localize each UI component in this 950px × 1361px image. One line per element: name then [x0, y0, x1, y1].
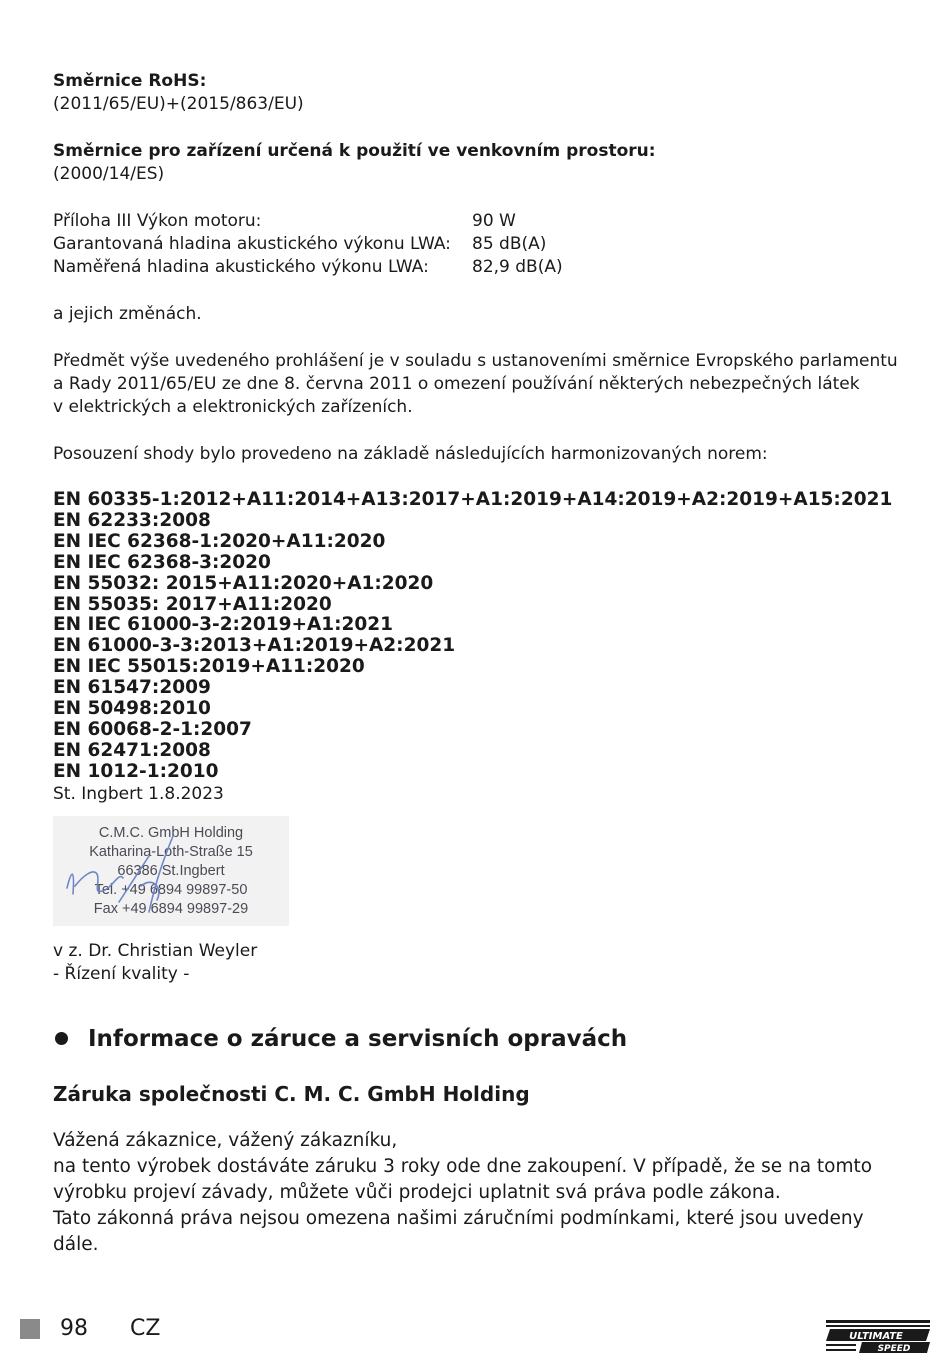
rohs-value: (2011/65/EU)+(2015/863/EU) [53, 94, 304, 114]
stamp-line: C.M.C. GmbH Holding [98, 824, 244, 841]
norm-item: EN 60068-2-1:2007 [53, 718, 252, 740]
rohs-title: Směrnice RoHS: [53, 71, 207, 91]
spec-label: Příloha III Výkon motoru: [53, 211, 262, 231]
place-date: St. Ingbert 1.8.2023 [53, 783, 224, 804]
document-page [53, 70, 913, 1258]
norm-item: EN 55035: 2017+A11:2020 [53, 593, 332, 615]
outdoor-title: Směrnice pro zařízení určená k použití ve venkovním prostoru: [53, 141, 656, 161]
outdoor-value: (2000/14/ES) [53, 164, 165, 184]
signatory-name: v z. Dr. Christian Weyler [53, 940, 258, 961]
warranty-line: na tento výrobek dostáváte záruku 3 roky ode dne zakoupení. V případě, že se na tomto [53, 1155, 873, 1177]
section-heading-text: Informace o záruce a servisních opravách [88, 1025, 628, 1052]
spec-value: 85 dB(A) [472, 234, 547, 254]
norm-item: EN 61547:2009 [53, 677, 211, 699]
norms-list [53, 490, 913, 783]
norm-item: EN 55032: 2015+A11:2020+A1:2020 [53, 572, 434, 594]
stamp-line: Fax +49 6894 99897-29 [93, 900, 249, 917]
stamp-line: Tel. +49 6894 99897-50 [94, 881, 248, 898]
norm-item: EN 1012-1:2010 [53, 760, 219, 782]
page-footer [20, 1316, 160, 1341]
stamp-line: 66386 St.Ingbert [117, 862, 225, 879]
declaration-line: Předmět výše uvedeného prohlášení je v souladu s ustanoveními směrnice Evropského parlamentu [53, 351, 898, 371]
signatory-role: - Řízení kvality - [53, 963, 190, 984]
spec-value: 90 W [472, 211, 516, 231]
spec-row [53, 210, 563, 233]
declaration-line: a Rady 2011/65/EU ze dne 8. června 2011 o omezení používání některých nebezpečných látek [53, 374, 860, 394]
spec-row [53, 256, 563, 279]
warranty-line: výrobku projeví závady, můžete vůči prodejci uplatnit svá práva podle zákona. [53, 1181, 781, 1203]
norm-item: EN 62233:2008 [53, 509, 211, 531]
signature-icon [53, 816, 289, 926]
bullet-icon [55, 1032, 68, 1045]
ultimate-speed-logo [826, 1320, 930, 1354]
svg-text:ULTIMATE: ULTIMATE [849, 1331, 903, 1342]
warranty-line: Vážená zákaznice, vážený zákazníku, [53, 1129, 398, 1151]
spec-row [53, 233, 563, 256]
spec-label: Garantovaná hladina akustického výkonu LWA: [53, 234, 451, 254]
warranty-heading: Záruka společnosti C. M. C. GmbH Holding [53, 1081, 530, 1106]
page-number: 98 [60, 1316, 88, 1341]
spec-label: Naměřená hladina akustického výkonu LWA: [53, 257, 429, 277]
norm-item: EN 62471:2008 [53, 739, 211, 761]
language-code: CZ [130, 1316, 161, 1341]
declaration-paragraph [53, 350, 913, 419]
norm-item: EN 61000-3-3:2013+A1:2019+A2:2021 [53, 635, 456, 657]
warranty-line: Tato zákonná práva nejsou omezena našimi záručními podmínkami, které jsou uvedeny dále. [53, 1207, 864, 1255]
svg-text:SPEED: SPEED [877, 1344, 911, 1354]
declaration-line: v elektrických a elektronických zařízeních. [53, 397, 413, 417]
assessment-text: Posouzení shody bylo provedeno na základě následujících harmonizovaných norem: [53, 444, 768, 464]
norm-item: EN 60335-1:2012+A11:2014+A13:2017+A1:2019+A14:2019+A2:2019+A15:2021 [53, 489, 893, 510]
spec-value: 82,9 dB(A) [472, 257, 563, 277]
warranty-intro [53, 1128, 913, 1258]
amendments-text: a jejich změnách. [53, 304, 202, 324]
company-stamp [53, 816, 289, 926]
norm-item: EN IEC 61000-3-2:2019+A1:2021 [53, 614, 394, 636]
outdoor-directive [53, 140, 913, 186]
footer-square-icon [20, 1319, 40, 1339]
rohs-directive [53, 70, 913, 116]
warranty-section-heading [53, 1024, 913, 1054]
stamp-line: Katharina-Loth-Straße 15 [89, 843, 253, 860]
norm-item: EN IEC 62368-1:2020+A11:2020 [53, 530, 386, 552]
norm-item: EN IEC 55015:2019+A11:2020 [53, 656, 365, 678]
norm-item: EN IEC 62368-3:2020 [53, 551, 271, 573]
norm-item: EN 50498:2010 [53, 698, 211, 720]
spec-table [53, 210, 563, 279]
